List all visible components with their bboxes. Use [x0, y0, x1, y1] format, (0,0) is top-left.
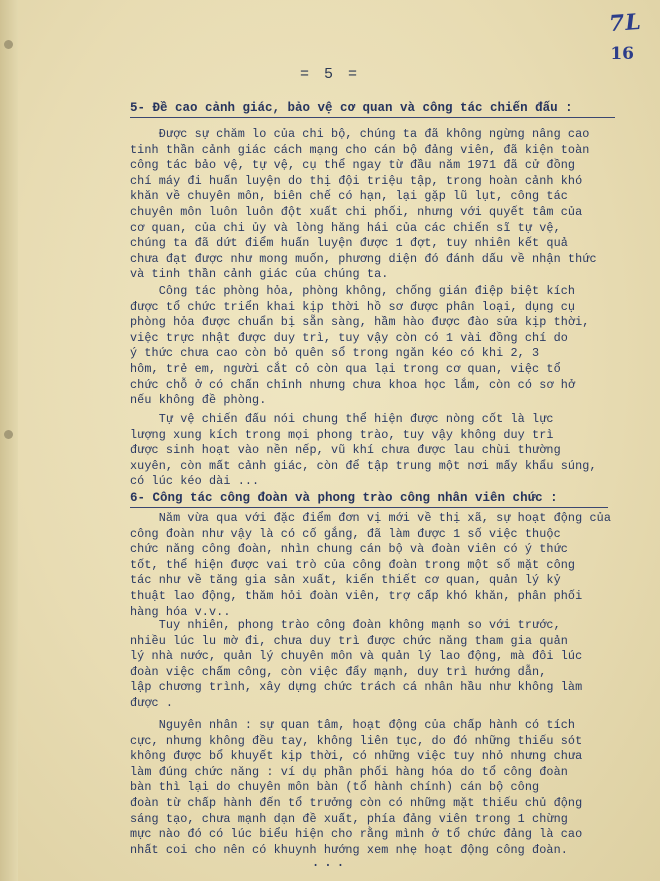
section-6-underline — [130, 507, 608, 508]
punch-hole — [4, 40, 13, 49]
section-6-paragraph-1: Năm vừa qua với đặc điểm đơn vị mới về thị xã, sự hoạt động của công đoàn như vậy là có cố gắng, đã làm được 1 số việc thuộc chức năng công đoàn, nhìn chung cán bộ và đoàn viên có ý thức tốt, thể hiện được vai trò của công đoàn trong một số mặt công tác như về tăng gia sản xuất, kiến thiết cơ quan, quản lý kỷ thuật lao động, thăm hỏi đoàn viên, trợ cấp khó khăn, phân phối hàng hóa v.v.. — [130, 511, 612, 619]
punch-hole — [4, 430, 13, 439]
section-5-paragraph-3: Tự vệ chiến đấu nói chung thể hiện được nòng cốt là lực lượng xung kích trong mọi phong trào, tuy vậy không duy trì được sinh hoạt vào nền nếp, vũ khí chưa được lau chùi thường xuyên, còn mất cảnh giác, còn để tập trung một nơi mấy khẩu súng, có lúc kéo dài ... — [130, 412, 597, 489]
archive-mark-page: 16 — [610, 44, 634, 64]
binding-edge — [0, 0, 18, 881]
section-6-paragraph-3: Nguyên nhân : sự quan tâm, hoạt động của chấp hành có tích cực, nhưng không đều tay, không liên tục, do đó những thiếu sót không được bổ khuyết kịp thời, có những việc tuy nhỏ nhưng chưa làm đúng chức năng : ví dụ phần phối hàng hóa do tổ công đoàn bàn thì lại do chuyên môn bàn (tổ hành chính) cán bộ công đoàn từ chấp hành đến tổ trưởng còn có những mặt thiếu chủ động sáng tạo, chưa mạnh dạn đề xuất, phía đảng viên trong 1 chừng mực nào đó có lúc biểu hiện cho rằng mình ở tổ chức đảng là cao nhất coi cho nên có khuynh hướng xem nhẹ hoạt động công đoàn. — [130, 718, 583, 857]
section-6-heading: 6- Công tác công đoàn và phong trào công nhân viên chức : — [130, 491, 558, 505]
section-6-paragraph-2: Tuy nhiên, phong trào công đoàn không mạnh so với trước, nhiều lúc lu mờ đi, chưa duy trì được chức năng tham gia quản lý nhà nước, quản lý chuyên môn và quản lý lao động, mà đôi lúc đoàn việc chấm công, còn việc đẩy mạnh, duy trì hướng dẫn, lập chương trình, xây dựng chức trách cá nhân hầu như không làm được . — [130, 618, 583, 710]
section-5-paragraph-1: Được sự chăm lo của chi bộ, chúng ta đã không ngừng nâng cao tinh thần cảnh giác cách mạng cho cán bộ đảng viên, đã kiện toàn công tác bảo vệ, tự vệ, cụ thể ngay từ đầu năm 1971 đã cử đồng chí máy đi huấn luyện do thị đội triệu tập, trong hoàn cảnh khó khăn về chuyên môn, biên chế có hạn, lại gặp lũ lụt, công tác chuyên môn luôn luôn đột xuất chi phối, nhưng với quyết tâm của cơ quan, của chi ủy và lòng hăng hái của các chiến sĩ tự vệ, chúng ta đã dứt điểm huấn luyện được 1 đợt, tuy nhiên kết quả chưa đạt được như mong muốn, phương diện đó đánh dấu về nhận thức và tinh thần cảnh giác của chúng ta. — [130, 127, 597, 282]
page-number: = 5 = — [299, 66, 360, 83]
section-5-heading: 5- Đề cao cảnh giác, bảo vệ cơ quan và công tác chiến đấu : — [130, 101, 573, 115]
section-5-paragraph-2: Công tác phòng hỏa, phòng không, chống gián điệp biệt kích được tổ chức triển khai kịp thời hồ sơ được phân loại, dụng cụ phòng hỏa được chuẩn bị sẵn sàng, hầm hào được đào sửa kịp thời, việc trực nhật được duy trì, tuy vậy còn có 1 vài đồng chí do ý thức chưa cao còn bỏ quên sổ trong ngăn kéo có khi 2, 3 hôm, trẻ em, người cắt cỏ còn qua lại trong cơ quan, việc tổ chức chỗ ở có chấn chỉnh nhưng chưa khoa học lắm, còn có sơ hở nếu không đề phòng. — [130, 284, 590, 408]
section-5-underline — [130, 117, 615, 118]
archive-mark-top: 7L — [608, 8, 643, 38]
continuation-mark: ... — [311, 855, 349, 871]
